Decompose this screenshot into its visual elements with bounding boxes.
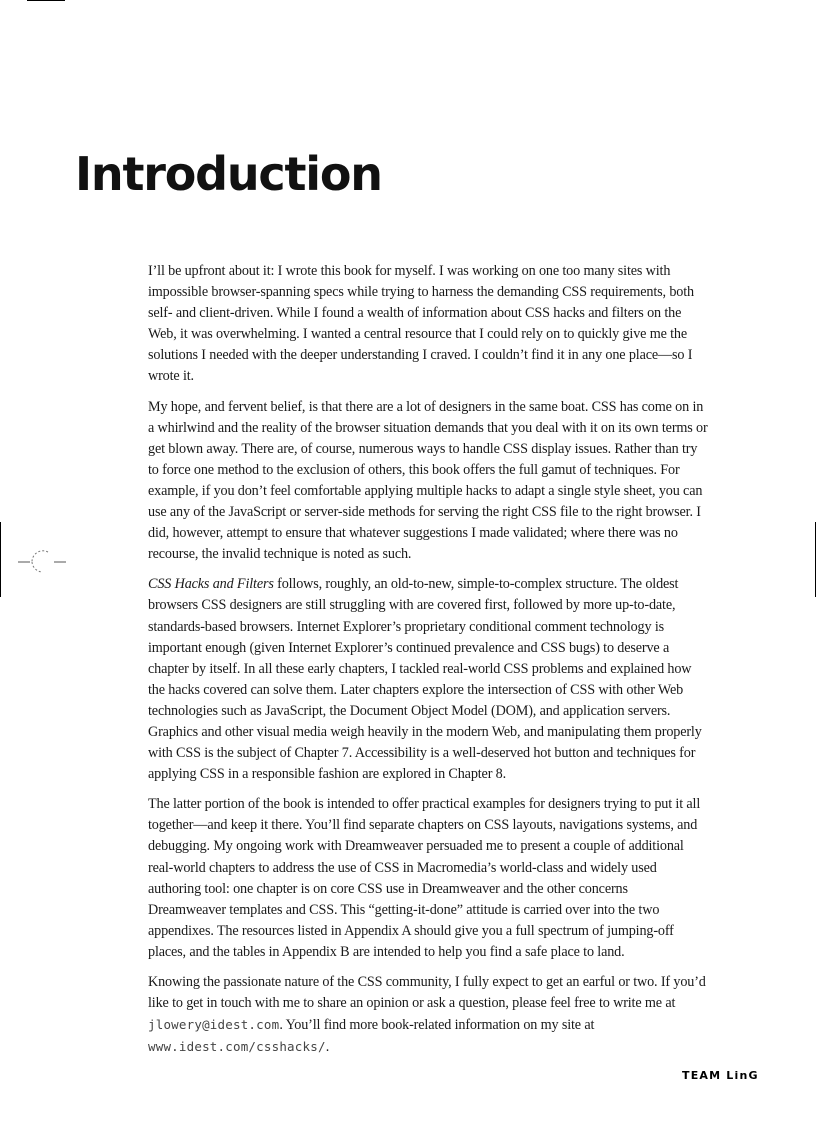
- paragraph-5-text-a: Knowing the passionate nature of the CSS community, I fully expect to get an earful or two. If you’d like to get in touch with me to share an opinion or ask a question, please feel free to write me at: [148, 974, 706, 1012]
- crop-mark-top: [27, 0, 65, 1]
- chapter-title: Introduction: [75, 147, 382, 201]
- author-email-link[interactable]: jlowery@idest.com: [148, 1017, 280, 1033]
- paragraph-5-text-c: .: [325, 1039, 330, 1056]
- paragraph-5-text-b: . You’ll find more book-related information on my site at: [279, 1017, 595, 1034]
- team-ling-logo: TEAM LinG: [682, 1069, 759, 1082]
- paragraph-3-text: follows, roughly, an old-to-new, simple-to-complex structure. The oldest browsers CSS designers are still struggling with are covered first, followed by more up-to-date, standards-based browsers. Internet Explorer’s proprietary conditional comment technology is important enough (given Internet Explorer’s continued prevalence and CSS bugs) to deserve a chapter by itself. In all these early chapters, I tackled real-world CSS problems and explained how the hacks covered can solve them. Later chapters explore the intersection of CSS with other Web technologies such as JavaScript, the Document Object Model (DOM), and application servers. Graphics and other visual media weigh heavily in the modern Web, and manipulating them properly with CSS is the subject of Chapter 7. Accessibility is a well-deserved hot button and techniques for applying CSS in a responsible fashion are explored in Chapter 8.: [148, 576, 702, 783]
- paragraph-5: [148, 972, 708, 1058]
- website-url-link[interactable]: www.idest.com/csshacks/: [148, 1039, 326, 1055]
- crop-mark-left: [0, 522, 1, 597]
- paragraph-2: My hope, and fervent belief, is that there are a lot of designers in the same boat. CSS has come on in a whirlwind and the reality of the browser situation demands that you deal with it on its own terms or get blown away. There are, of course, numerous ways to handle CSS display issues. Rather than try to force one method to the exclusion of others, this book offers the full gamut of techniques. For example, if you don’t feel comfortable applying multiple hacks to adapt a single style sheet, you can use any of the JavaScript or server-side methods for serving the right CSS file to the right browser. I did, however, attempt to ensure that whatever suggestions I made validated; where there was no recourse, the invalid technique is noted as such.: [148, 398, 708, 563]
- paragraph-4: The latter portion of the book is intended to offer practical examples for designers trying to put it all together—and keep it there. You’ll find separate chapters on CSS layouts, navigations systems, and debugging. My ongoing work with Dreamweaver persuaded me to present a couple of additional real-world chapters to address the use of CSS in Macromedia’s world-class and widely used authoring tool: one chapter is on core CSS use in Dreamweaver and the other concerns Dreamweaver templates and CSS. This “getting-it-done” attitude is carried over into the two appendixes. The resources listed in Appendix A should give you a full spectrum of jumping-off places, and the tables in Appendix B are intended to help you find a safe place to land.: [148, 796, 701, 960]
- body-text: [148, 261, 708, 1067]
- book-title: CSS Hacks and Filters: [148, 576, 274, 593]
- registration-mark-icon: [18, 548, 66, 576]
- paragraph-3: [148, 574, 708, 785]
- paragraph-1: I’ll be upfront about it: I wrote this book for myself. I was working on one too many sites with impossible browser-spanning specs while trying to harness the demanding CSS requirements, both self- and client-driven. While I found a wealth of information about CSS hacks and filters on the Web, it was overwhelming. I wanted a central resource that I could rely on to quickly give me the solutions I needed with the deeper understanding I craved. I couldn’t find it in any one place—so I wrote it.: [148, 263, 694, 385]
